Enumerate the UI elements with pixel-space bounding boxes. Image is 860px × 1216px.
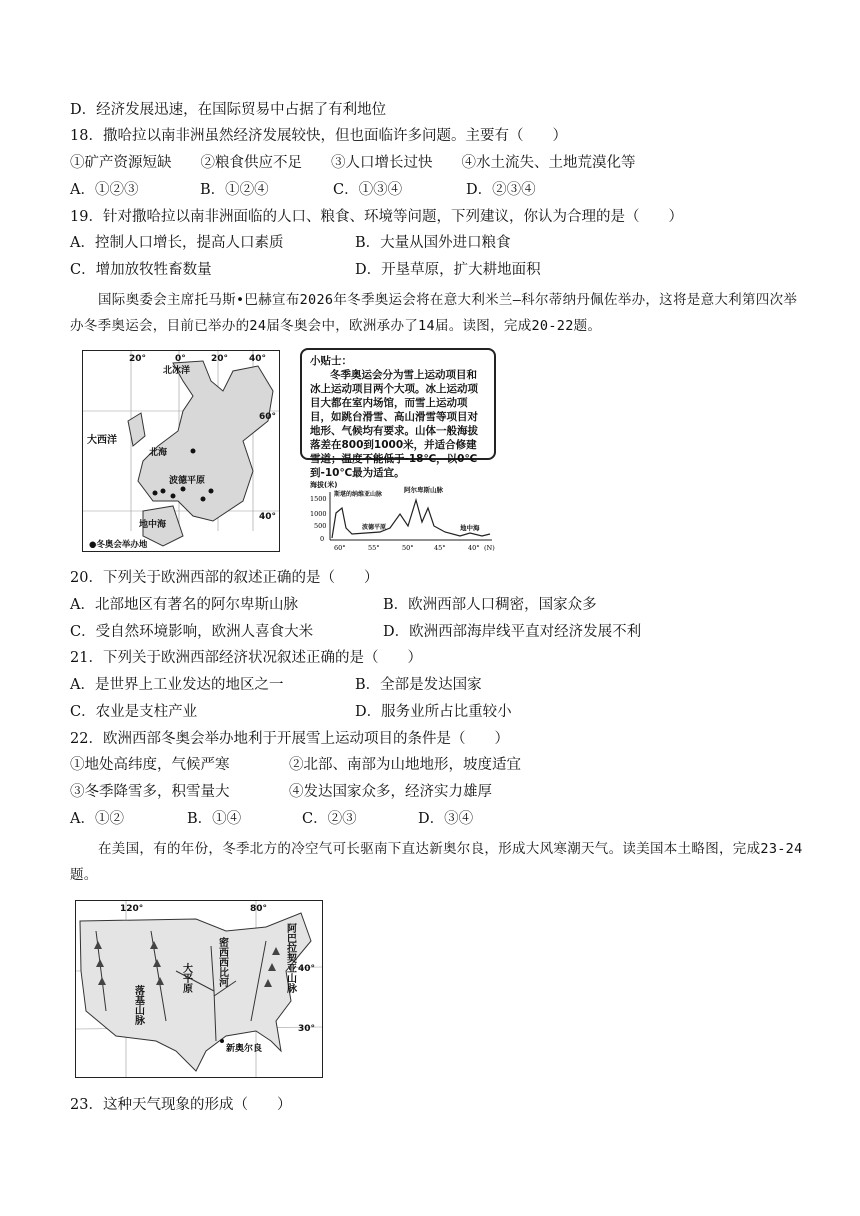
option-22-3: ③冬季降雪多，积雪量大: [70, 784, 230, 800]
option-22-1: ①地处高纬度，气候严寒: [70, 757, 230, 773]
option-21b: B．全部是发达国家: [355, 677, 482, 693]
option-18b: B．①②④: [200, 182, 269, 198]
y-tick: 1000: [310, 510, 327, 518]
rocky-mountains-label: 落基山脉: [132, 985, 144, 1025]
atlantic-label: 大西洋: [87, 435, 117, 446]
option-20c: C．受自然环境影响，欧洲人喜食大米: [70, 624, 314, 640]
question-20: 20．下列关于欧洲西部的叙述正确的是（ ）: [70, 570, 379, 586]
lat-label-30: 30°: [298, 1024, 316, 1034]
question-18-items: ①矿产资源短缺 ②粮食供应不足 ③人口增长过快 ④水土流失、土地荒漠化等: [70, 155, 636, 171]
mediterranean-label: 地中海: [139, 520, 167, 530]
option-20b: B．欧洲西部人口稠密，国家众多: [383, 597, 597, 613]
passage-usa: 在美国，有的年份，冬季北方的冷空气可长驱南下直达新奥尔良，形成大风寒潮天气。读美国本土略图，完成23-24题。: [70, 841, 803, 883]
option-21c: C．农业是支柱产业: [70, 704, 198, 720]
question-18: 18．撒哈拉以南非洲虽然经济发展较快，但也面临许多问题。主要有（ ）: [70, 128, 567, 144]
lon-label: 20°: [211, 354, 229, 364]
lon-label: 40°: [249, 354, 267, 364]
option-22-2: ②北部、南部为山地地形，坡度适宜: [289, 757, 521, 773]
tip-box: [300, 348, 496, 479]
y-tick: 500: [314, 522, 327, 530]
question-23: 23．这种天气现象的形成（ ）: [70, 1097, 292, 1113]
option-20a: A．北部地区有著名的阿尔卑斯山脉: [70, 597, 298, 613]
tip-title: 小贴士：: [310, 355, 352, 367]
lon-label: 20°: [129, 354, 147, 364]
plain-profile-label: 波德平原: [362, 524, 387, 531]
map-legend: ●冬奥会举办地: [89, 540, 148, 550]
option-21a: A．是世界上工业发达的地区之一: [70, 677, 284, 693]
plain-label: 波德平原: [169, 476, 206, 486]
question-21: 21．下列关于欧洲西部经济状况叙述正确的是（ ）: [70, 650, 422, 666]
x-tick: 45°: [434, 544, 446, 552]
question-19: 19．针对撒哈拉以南非洲面临的人口、粮食、环境等问题，下列建议，你认为合理的是（ ）: [70, 209, 683, 225]
appalachian-label: 阿巴拉契亚山脉: [284, 923, 296, 993]
x-tick: 50°: [402, 544, 414, 552]
option-22d: D．③④: [418, 811, 474, 827]
option-21d: D．服务业所占比重较小: [355, 704, 512, 720]
lat-label-40: 40°: [298, 964, 316, 974]
north-sea-label: 北海: [149, 448, 168, 458]
arctic-ocean-label: 北冰洋: [163, 366, 191, 376]
option-19b: B．大量从国外进口粮食: [355, 235, 511, 251]
passage-olympics: 国际奥委会主席托马斯•巴赫宣布2026年冬季奥运会将在意大利米兰—科尔蒂纳丹佩佐举办，这将是意大利第四次举办冬季奥运会，目前已举办的24届冬奥会中，欧洲承办了14届。读图，完成20-22题。: [70, 292, 798, 334]
profile-y-title: 海拔(米): [310, 481, 338, 489]
option-19a: A．控制人口增长，提高人口素质: [70, 235, 284, 251]
lat-label: 40°: [259, 512, 277, 522]
mississippi-label: 密西西比河: [216, 937, 228, 987]
x-tick: 40°: [468, 544, 480, 552]
option-22a: A．①②: [70, 811, 124, 827]
lon-label-80: 80°: [250, 904, 268, 914]
x-tick: (N): [484, 544, 495, 552]
y-tick: 1500: [310, 495, 327, 503]
us-map: [75, 900, 323, 1078]
tip-body: 冬季奥运会分为雪上运动项目和冰上运动项目两个大项。冰上运动项目大都在室内场馆，而雪上运动项目，如跳台滑雪、高山滑雪等项目对地形、气候均有要求。山体一般海拔落差在800到1000米，并适合修建雪道；温度不能低于-18℃，以0℃到-10℃最为适宜。: [310, 369, 478, 479]
lon-label: 0°: [175, 354, 186, 364]
mediterranean-profile-label: 地中海: [460, 524, 480, 532]
great-plains-label: 大平原: [180, 963, 192, 993]
europe-map: [82, 350, 280, 552]
option-22c: C．②③: [302, 811, 357, 827]
option-22-4: ④发达国家众多，经济实力雄厚: [289, 784, 492, 800]
lat-label: 60°: [259, 412, 277, 422]
option-20d: D．欧洲西部海岸线平直对经济发展不利: [383, 624, 642, 640]
x-tick: 60°: [334, 544, 346, 552]
lon-label-120: 120°: [120, 904, 144, 914]
x-tick: 55°: [368, 544, 380, 552]
y-tick: 0: [320, 535, 325, 543]
option-17d: D．经济发展迅速，在国际贸易中占据了有利地位: [70, 102, 387, 118]
elevation-profile: [310, 478, 500, 554]
alps-label: 阿尔卑斯山脉: [404, 486, 443, 494]
option-22b: B．①④: [187, 811, 242, 827]
option-18d: D．②③④: [466, 182, 536, 198]
option-18c: C．①③④: [333, 182, 403, 198]
option-19d: D．开垦草原，扩大耕地面积: [355, 262, 541, 278]
option-18a: A．①②③: [70, 182, 139, 198]
new-orleans-label: 新奥尔良: [226, 1044, 263, 1054]
question-22: 22．欧洲西部冬奥会举办地利于开展雪上运动项目的条件是（ ）: [70, 731, 509, 747]
option-19c: C．增加放牧牲畜数量: [70, 262, 212, 278]
scandinavian-mountains-label: 斯堪的纳维亚山脉: [334, 491, 383, 498]
